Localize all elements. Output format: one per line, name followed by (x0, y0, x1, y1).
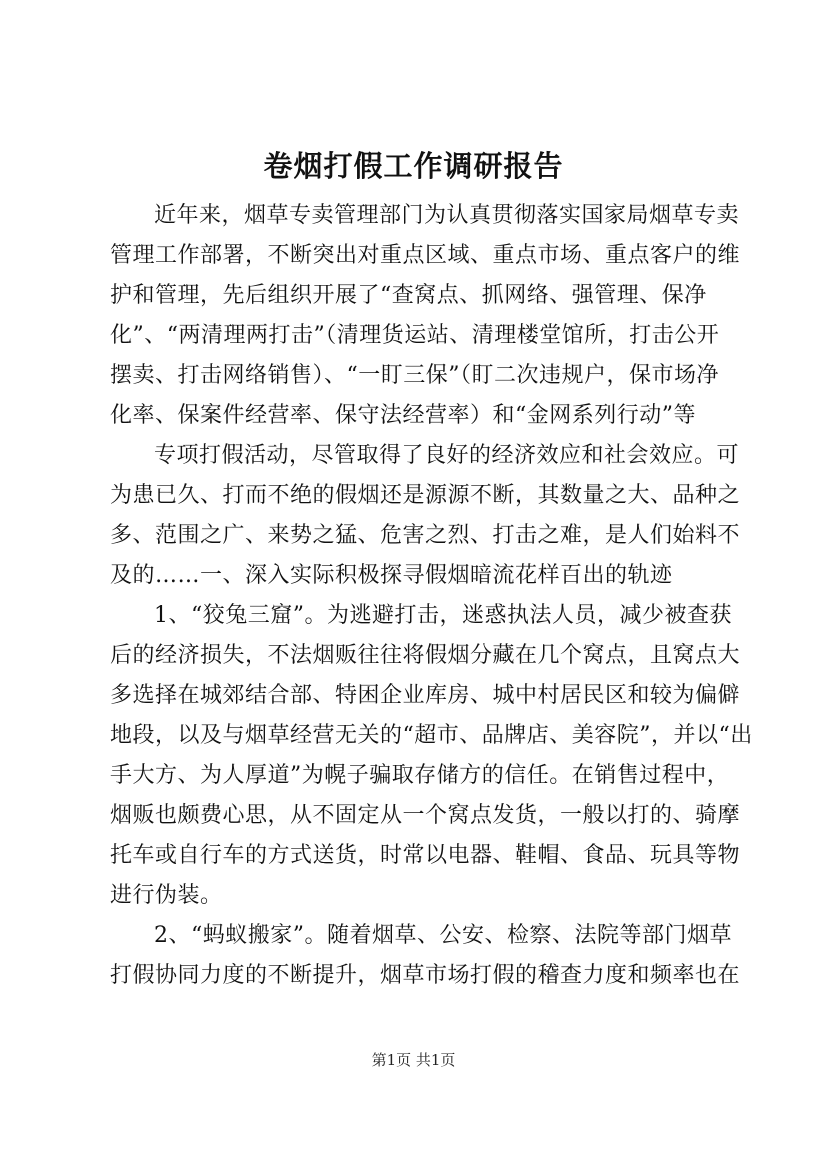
text-line: 护和管理，先后组织开展了“查窝点、抓网络、强管理、保净 (110, 283, 707, 308)
paragraph-3 (110, 596, 753, 916)
paragraph-4 (110, 916, 741, 996)
text-line: 进行伪装。 (110, 883, 223, 908)
text-line: 托车或自行车的方式送货，时常以电器、鞋帽、食品、玩具等物 (110, 843, 741, 868)
text-line: 摆卖、打击网络销售）、“一盯三保”（盯二次违规户，保市场净 (110, 363, 719, 388)
text-line: 打假协同力度的不断提升，烟草市场打假的稽查力度和频率也在 (110, 963, 741, 988)
text-line: 1、“狡兔三窟”。为逃避打击，迷惑执法人员，减少被查获 (154, 603, 732, 628)
text-line: 后的经济损失，不法烟贩往往将假烟分藏在几个窝点，且窝点大 (110, 643, 741, 668)
text-line: 化”、“两清理两打击”（清理货运站、清理楼堂馆所，打击公开 (110, 323, 720, 348)
paragraph-2 (110, 436, 741, 596)
text-line: 多、范围之广、来势之猛、危害之烈、打击之难，是人们始料不 (110, 523, 741, 548)
text-line: 手大方、为人厚道”为幌子骗取存储方的信任。在销售过程中， (110, 763, 730, 788)
text-line: 近年来，烟草专卖管理部门为认真贯彻落实国家局烟草专卖 (154, 203, 740, 228)
text-line: 专项打假活动，尽管取得了良好的经济效应和社会效应。可 (154, 443, 740, 468)
text-line: 烟贩也颇费心思，从不固定从一个窝点发货，一般以打的、骑摩 (110, 803, 741, 828)
text-line: 管理工作部署，不断突出对重点区域、重点市场、重点客户的维 (110, 243, 741, 268)
text-line: 2、“蚂蚁搬家”。随着烟草、公安、检察、法院等部门烟草 (154, 923, 732, 948)
text-line: 为患已久、打而不绝的假烟还是源源不断，其数量之大、品种之 (110, 483, 741, 508)
page-footer: 第1页 共1页 (371, 1051, 456, 1069)
text-line: 地段，以及与烟草经营无关的“超市、品牌店、美容院”，并以“出 (110, 723, 753, 748)
document-title: 卷烟打假工作调研报告 (263, 149, 564, 183)
document-body (110, 196, 753, 996)
text-line: 化率、保案件经营率、保守法经营率）和“金网系列行动”等 (110, 403, 696, 428)
text-line: 及的……一、深入实际积极探寻假烟暗流花样百出的轨迹 (110, 563, 673, 588)
text-line: 多选择在城郊结合部、特困企业库房、城中村居民区和较为偏僻 (110, 683, 741, 708)
paragraph-1 (110, 196, 741, 436)
